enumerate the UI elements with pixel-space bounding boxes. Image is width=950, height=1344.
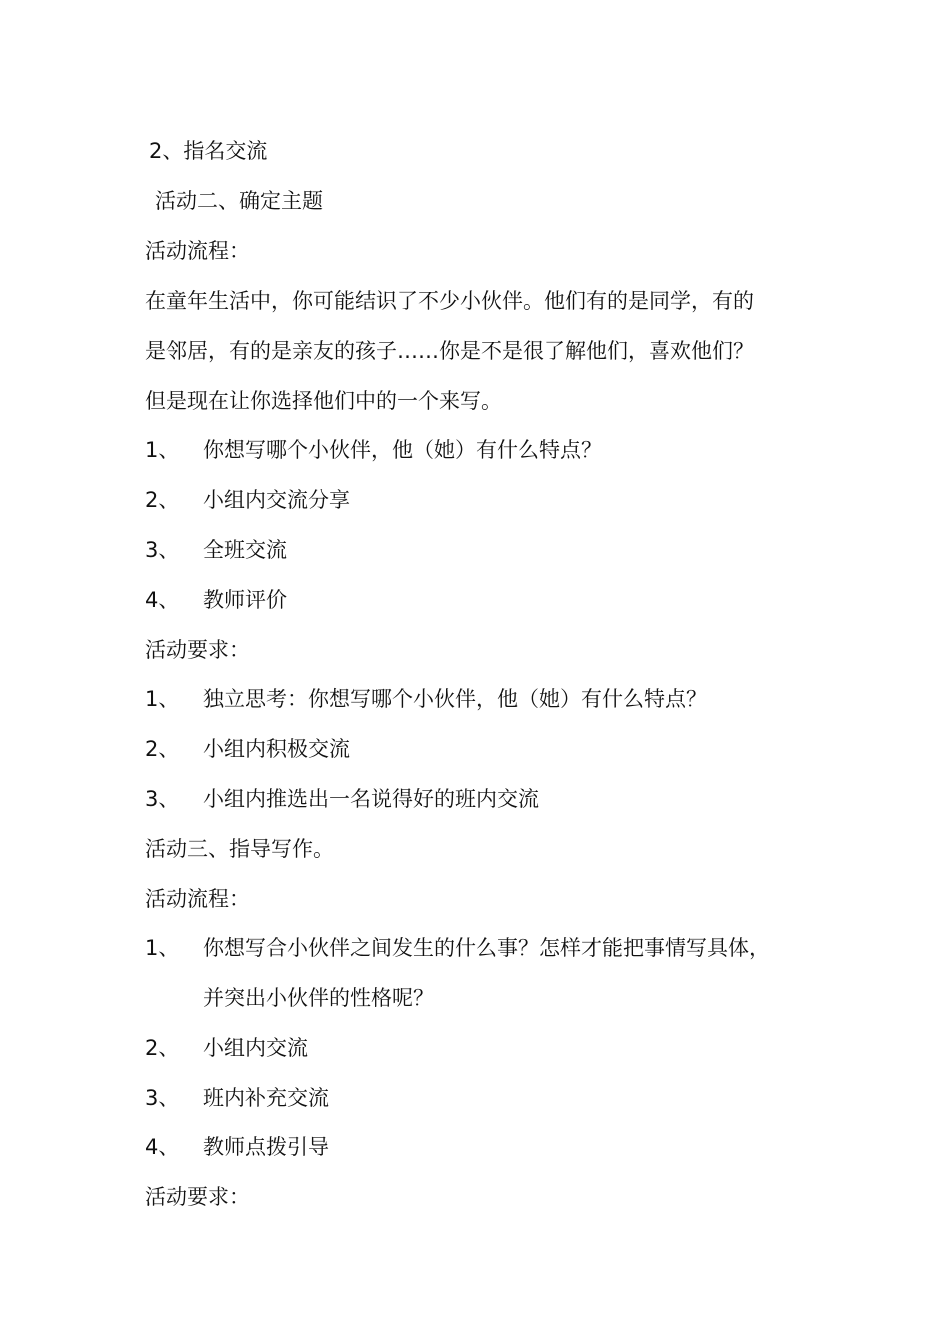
paragraph-line: 在童年生活中，你可能结识了不少小伙伴。他们有的是同学，有的 [145, 289, 754, 313]
list-number: 4、 [145, 588, 180, 612]
paragraph-line: 但是现在让你选择他们中的一个来写。 [145, 389, 502, 413]
list-number: 1、 [145, 438, 180, 462]
list-item [145, 586, 287, 614]
list-number: 1、 [145, 936, 180, 960]
list-text: 小组内积极交流 [203, 737, 350, 761]
list-text: 你想写哪个小伙伴，他（她）有什么特点？ [203, 438, 602, 462]
list-item [145, 536, 287, 564]
list-number: 2、 [145, 1036, 180, 1060]
list-item [145, 685, 707, 713]
list-item [145, 934, 770, 962]
heading-activity-two: 活动二、确定主题 [155, 189, 323, 213]
label-activity-flow: 活动流程： [145, 239, 250, 263]
list-text: 教师点拨引导 [203, 1135, 329, 1159]
list-item [145, 735, 350, 763]
list-item [145, 785, 539, 813]
label-activity-requirements: 活动要求： [145, 1185, 250, 1209]
list-number: 3、 [145, 1086, 180, 1110]
list-text: 小组内交流 [203, 1036, 308, 1060]
list-text: 班内补充交流 [203, 1086, 329, 1110]
list-number: 2、 [145, 488, 180, 512]
list-text: 教师评价 [203, 588, 287, 612]
list-number: 2、 [145, 737, 180, 761]
list-item-continuation: 并突出小伙伴的性格呢？ [203, 986, 434, 1010]
list-text: 小组内交流分享 [203, 488, 350, 512]
list-text: 小组内推选出一名说得好的班内交流 [203, 787, 539, 811]
list-item [145, 436, 602, 464]
list-number: 1、 [145, 687, 180, 711]
list-text: 你想写合小伙伴之间发生的什么事？怎样才能把事情写具体， [203, 936, 770, 960]
list-item [145, 1133, 329, 1161]
list-number: 4、 [145, 1135, 180, 1159]
label-activity-requirements: 活动要求： [145, 638, 250, 662]
list-item [145, 1034, 308, 1062]
list-item [145, 486, 350, 514]
paragraph-line: 是邻居，有的是亲友的孩子……你是不是很了解他们，喜欢他们？ [145, 339, 754, 363]
list-text: 全班交流 [203, 538, 287, 562]
list-number: 3、 [145, 787, 180, 811]
list-item [145, 1084, 329, 1112]
list-number: 3、 [145, 538, 180, 562]
heading-exchange: 2、指名交流 [149, 139, 268, 163]
label-activity-flow: 活动流程： [145, 887, 250, 911]
heading-activity-three: 活动三、指导写作。 [145, 837, 334, 861]
list-text: 独立思考：你想写哪个小伙伴，他（她）有什么特点？ [203, 687, 707, 711]
